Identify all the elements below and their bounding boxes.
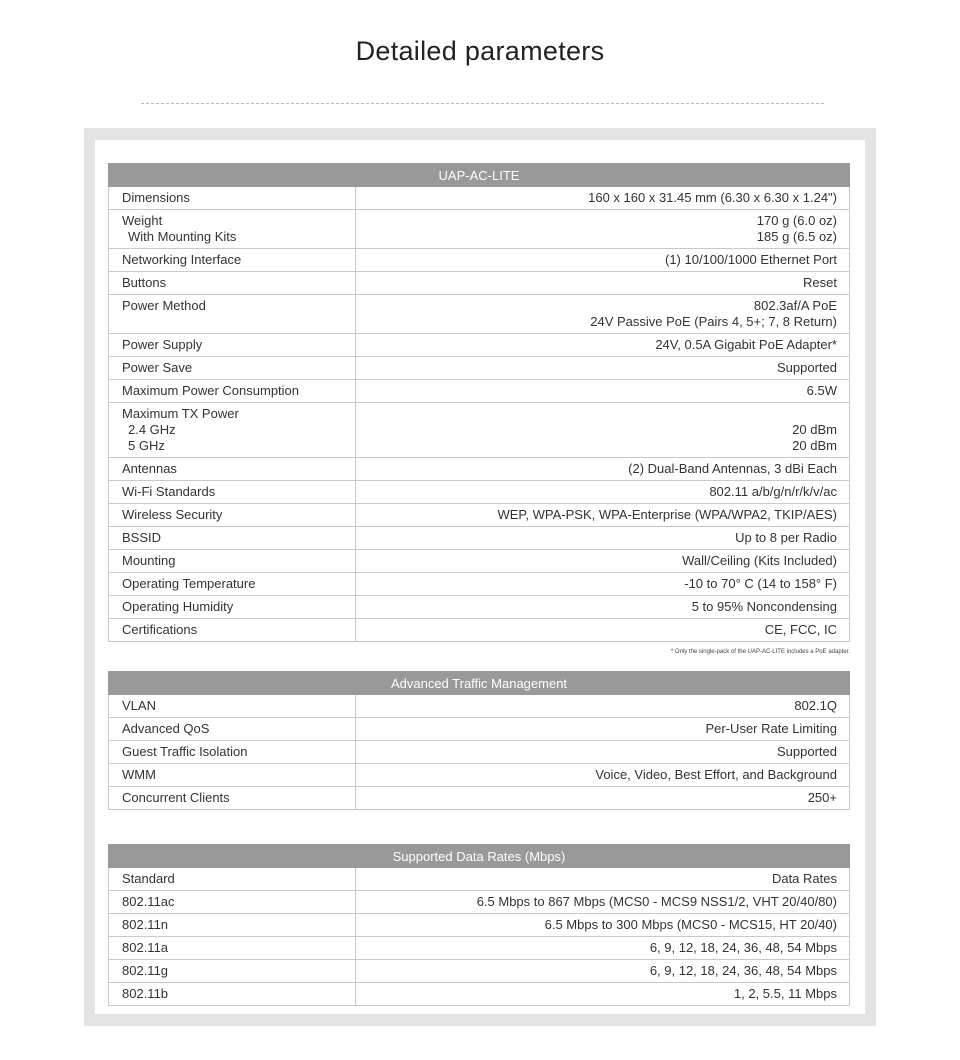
row-key-cell — [109, 403, 356, 458]
row-key-sub: 2.4 GHz — [128, 422, 176, 437]
spec-panel — [84, 128, 876, 1026]
row-value: 6.5W — [356, 380, 850, 403]
row-value: 5 to 95% Noncondensing — [356, 596, 850, 619]
table-header-row — [109, 845, 850, 868]
row-value: 160 x 160 x 31.45 mm (6.30 x 6.30 x 1.24") — [356, 187, 850, 210]
row-value: WEP, WPA-PSK, WPA-Enterprise (WPA/WPA2, TKIP/AES) — [356, 504, 850, 527]
row-value: 250+ — [356, 787, 850, 810]
table-row — [109, 764, 850, 787]
row-key: Operating Temperature — [109, 573, 356, 596]
row-value-2: 185 g (6.5 oz) — [756, 229, 837, 244]
row-key: Power Method — [109, 295, 356, 334]
row-value: (2) Dual-Band Antennas, 3 dBi Each — [356, 458, 850, 481]
row-key: 802.11n — [109, 914, 356, 937]
table-row — [109, 458, 850, 481]
table-row — [109, 295, 850, 334]
table-row — [109, 914, 850, 937]
row-value: Wall/Ceiling (Kits Included) — [356, 550, 850, 573]
row-key: Antennas — [109, 458, 356, 481]
row-value: (1) 10/100/1000 Ethernet Port — [356, 249, 850, 272]
row-value: Per-User Rate Limiting — [356, 718, 850, 741]
row-key: Wi-Fi Standards — [109, 481, 356, 504]
row-value-cell — [356, 295, 850, 334]
table-row — [109, 741, 850, 764]
table-row — [109, 272, 850, 295]
table-row — [109, 550, 850, 573]
table-row — [109, 334, 850, 357]
table-row — [109, 380, 850, 403]
row-key: Maximum TX Power — [122, 406, 239, 421]
spec-table-traffic — [108, 671, 850, 810]
row-value-2: 20 dBm — [792, 438, 837, 453]
row-key: 802.11g — [109, 960, 356, 983]
table-row — [109, 596, 850, 619]
row-value: 802.3af/A PoE — [753, 298, 837, 313]
row-key: WMM — [109, 764, 356, 787]
spec-panel-inner — [95, 140, 865, 1014]
row-value: 24V, 0.5A Gigabit PoE Adapter* — [356, 334, 850, 357]
table-row — [109, 249, 850, 272]
table-header: Advanced Traffic Management — [109, 672, 850, 695]
row-value: 802.1Q — [356, 695, 850, 718]
table-header-row — [109, 164, 850, 187]
row-value: 6.5 Mbps to 867 Mbps (MCS0 - MCS9 NSS1/2, VHT 20/40/80) — [356, 891, 850, 914]
table-header: UAP-AC-LITE — [109, 164, 850, 187]
row-key-sub-2: 5 GHz — [128, 438, 165, 453]
table-row — [109, 695, 850, 718]
row-value-cell — [356, 210, 850, 249]
row-key: BSSID — [109, 527, 356, 550]
table-header-row — [109, 672, 850, 695]
dashed-divider — [141, 103, 824, 104]
row-value: CE, FCC, IC — [356, 619, 850, 642]
row-key: Dimensions — [109, 187, 356, 210]
table-row — [109, 619, 850, 642]
row-key: Power Save — [109, 357, 356, 380]
table-row — [109, 210, 850, 249]
page-title: Detailed parameters — [355, 36, 605, 66]
table-row — [109, 937, 850, 960]
row-value: Reset — [356, 272, 850, 295]
row-key-cell — [109, 210, 356, 249]
row-key: Operating Humidity — [109, 596, 356, 619]
column-header-data-rates: Data Rates — [356, 868, 850, 891]
table-row — [109, 481, 850, 504]
row-value: Supported — [356, 357, 850, 380]
table-row — [109, 403, 850, 458]
row-key: VLAN — [109, 695, 356, 718]
row-key: Certifications — [109, 619, 356, 642]
table-row — [109, 504, 850, 527]
row-value: 20 dBm — [792, 422, 837, 437]
spec-table-data-rates — [108, 844, 850, 1006]
table-header: Supported Data Rates (Mbps) — [109, 845, 850, 868]
row-key: Weight — [122, 213, 163, 228]
column-header-standard: Standard — [109, 868, 356, 891]
row-value: 802.11 a/b/g/n/r/k/v/ac — [356, 481, 850, 504]
row-key: 802.11b — [109, 983, 356, 1006]
row-value-cell — [356, 403, 850, 458]
row-value: Supported — [356, 741, 850, 764]
row-key: Mounting — [109, 550, 356, 573]
row-value: 6, 9, 12, 18, 24, 36, 48, 54 Mbps — [356, 960, 850, 983]
spec-table-uap-ac-lite — [108, 163, 850, 642]
row-value: 170 g (6.0 oz) — [756, 213, 837, 228]
row-key: Maximum Power Consumption — [109, 380, 356, 403]
row-key: Concurrent Clients — [109, 787, 356, 810]
table-row — [109, 960, 850, 983]
row-value-2: 24V Passive PoE (Pairs 4, 5+; 7, 8 Return) — [590, 314, 837, 329]
row-value: -10 to 70° C (14 to 158° F) — [356, 573, 850, 596]
row-key-sub: With Mounting Kits — [128, 229, 237, 244]
table-row — [109, 787, 850, 810]
table-row — [109, 527, 850, 550]
row-value: 1, 2, 5.5, 11 Mbps — [356, 983, 850, 1006]
row-key: Networking Interface — [109, 249, 356, 272]
table-row — [109, 573, 850, 596]
footnote: * Only the single-pack of the UAP-AC-LITE includes a PoE adapter. — [670, 649, 850, 655]
table-row — [109, 891, 850, 914]
row-value-spacer — [369, 406, 837, 422]
row-key: 802.11a — [109, 937, 356, 960]
table-row — [109, 357, 850, 380]
row-key: Power Supply — [109, 334, 356, 357]
table-row — [109, 718, 850, 741]
table-column-header-row — [109, 868, 850, 891]
row-value: 6, 9, 12, 18, 24, 36, 48, 54 Mbps — [356, 937, 850, 960]
row-key: Buttons — [109, 272, 356, 295]
row-value: 6.5 Mbps to 300 Mbps (MCS0 - MCS15, HT 20/40) — [356, 914, 850, 937]
row-key: Wireless Security — [109, 504, 356, 527]
table-row — [109, 983, 850, 1006]
row-value: Up to 8 per Radio — [356, 527, 850, 550]
table-row — [109, 187, 850, 210]
row-key: 802.11ac — [109, 891, 356, 914]
row-key: Guest Traffic Isolation — [109, 741, 356, 764]
row-value: Voice, Video, Best Effort, and Background — [356, 764, 850, 787]
row-key: Advanced QoS — [109, 718, 356, 741]
